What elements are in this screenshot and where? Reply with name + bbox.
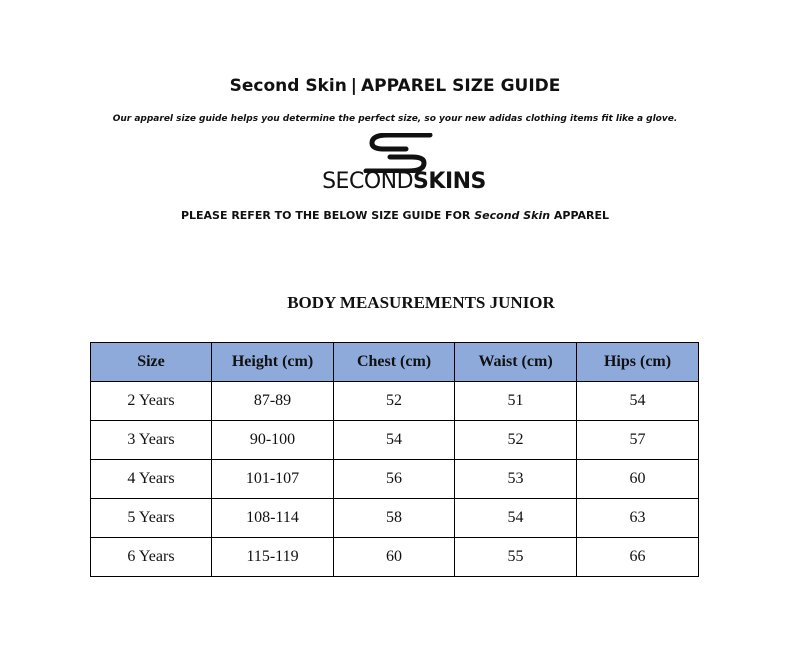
table-cell: 4 Years (91, 460, 212, 499)
table-cell: 108-114 (211, 499, 333, 538)
refer-prefix: PLEASE REFER TO THE BELOW SIZE GUIDE FOR (180, 209, 475, 222)
table-cell: 2 Years (91, 382, 212, 421)
table-row (91, 460, 699, 499)
column-header: Hips (cm) (577, 343, 699, 382)
table-cell: 51 (455, 382, 577, 421)
table-cell: 55 (455, 538, 577, 577)
brand-wordmark (0, 169, 800, 194)
table-cell: 3 Years (91, 421, 212, 460)
table-cell: 53 (455, 460, 577, 499)
table-cell: 54 (334, 421, 455, 460)
column-header: Height (cm) (211, 343, 333, 382)
refer-brand: Second Skin (474, 209, 551, 222)
table-row (91, 382, 699, 421)
table-cell: 57 (577, 421, 699, 460)
table-row (91, 499, 699, 538)
table-cell: 87-89 (211, 382, 333, 421)
table-cell: 56 (334, 460, 455, 499)
table-cell: 60 (334, 538, 455, 577)
refer-suffix: APPAREL (550, 209, 610, 222)
column-header: Size (91, 343, 212, 382)
table-cell: 52 (455, 421, 577, 460)
title-brand: Second Skin (229, 76, 347, 96)
table-cell: 115-119 (211, 538, 333, 577)
table-cell: 5 Years (91, 499, 212, 538)
table-cell: 101-107 (211, 460, 333, 499)
page-title (0, 76, 790, 96)
wordmark-second: SECOND (322, 169, 414, 194)
refer-note (0, 209, 790, 222)
table-cell: 6 Years (91, 538, 212, 577)
title-separator: | (350, 76, 358, 96)
title-guide: APPAREL SIZE GUIDE (361, 76, 561, 96)
table-row (91, 538, 699, 577)
page-subtitle: Our apparel size guide helps you determine the perfect size, so your new adidas clothing items fit like a glove. (112, 114, 678, 124)
second-skins-logo-icon (358, 133, 438, 173)
table-cell: 54 (455, 499, 577, 538)
table-cell: 52 (334, 382, 455, 421)
table-row (91, 421, 699, 460)
column-header: Chest (cm) (334, 343, 455, 382)
table-cell: 66 (577, 538, 699, 577)
table-cell: 90-100 (211, 421, 333, 460)
table-cell: 58 (334, 499, 455, 538)
column-header: Waist (cm) (455, 343, 577, 382)
table-cell: 60 (577, 460, 699, 499)
table-cell: 54 (577, 382, 699, 421)
table-cell: 63 (577, 499, 699, 538)
wordmark-skins: SKINS (413, 169, 486, 194)
size-table (90, 342, 699, 577)
table-header-row (91, 343, 699, 382)
table-title: BODY MEASUREMENTS JUNIOR (287, 293, 555, 312)
